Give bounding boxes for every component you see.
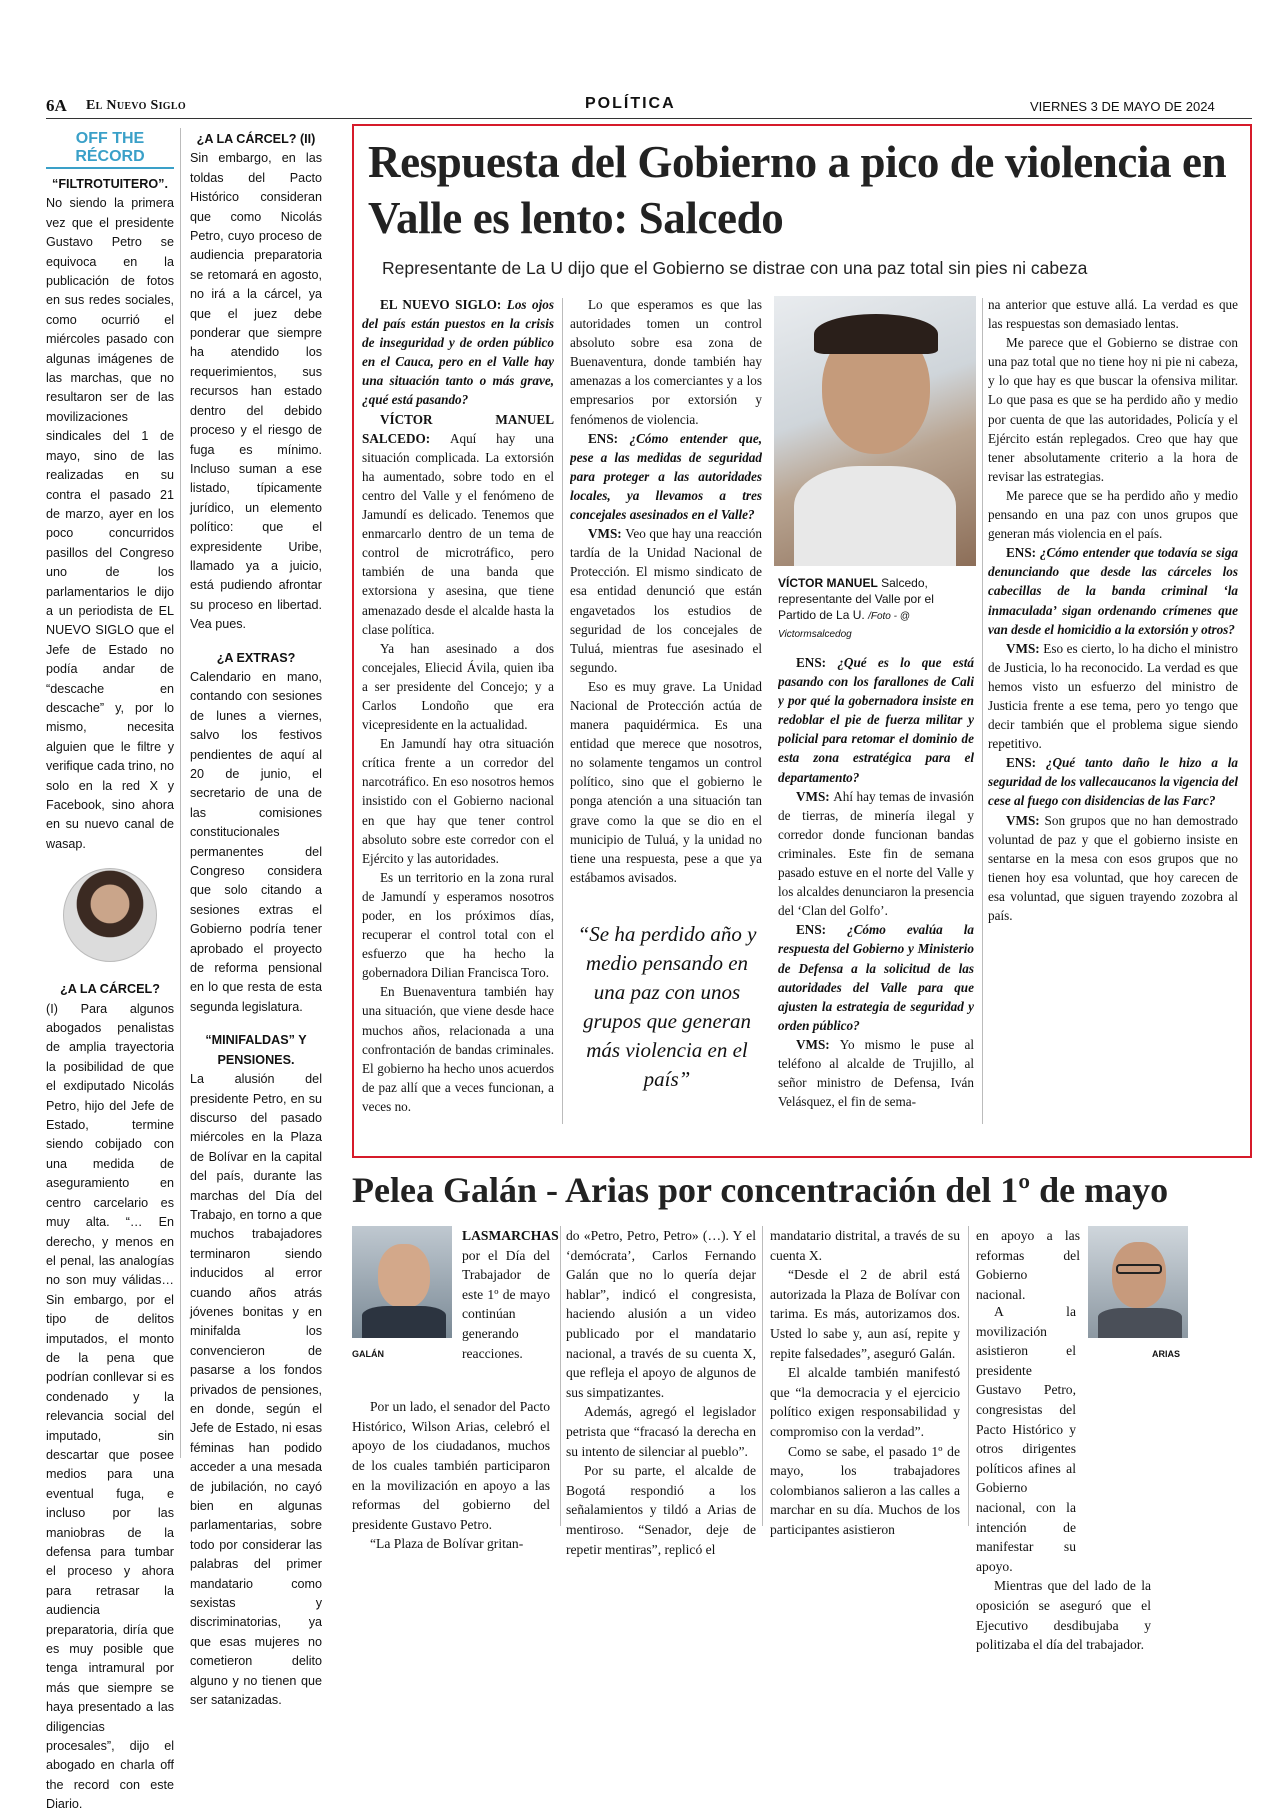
item-a-la-carcel-text: (I) Para algunos abogados penalistas de amplia trayectoria la posibilidad de que el exdiputado Nicolás Petro, hijo del Jefe de Estado, termine siendo cobijado con una medida de aseguramiento en centro carcelario es muy alta. “… En derecho, y menos en el penal, las analogías no son muy válidas… Sin embargo, por el tipo de delitos imputados, el monto de la pena que podrían conllevar si es condenado y la relevancia social del imputado, sin descartar que posee medios para una eventual fuga, e incluso por las maniobras de la defensa para tumbar el proceso y ahora para retrasar la audiencia preparatoria, diría que es muy posible que tenga intramural por más que siempre se haya presentado a las diligencias procesales”, dijo el abogado en charla off the record con este Diario.: [46, 1001, 174, 1812]
article2-title: Pelea Galán - Arias por concentración del 1º de mayo: [352, 1170, 1169, 1210]
article-paragraph: [362, 868, 554, 983]
interview-answer: En Jamundí hay otra situación crítica frente a un corredor del narcotráfico. En eso nosotros hemos insistido con el Gobierno nacional en que hay que tener control absoluto sobre este corredor con el Ejército y las autoridades.: [362, 736, 554, 866]
interview-answer: Veo que hay una reacción tardía de la Unidad Nacional de Protección. El mismo sindicato de esa entidad denunció que están engavetados los estudios de seguridad de los concejales de Tuluá, mientras fue asesinado el segundo.: [570, 526, 762, 675]
article2-text-3b: “Desde el 2 de abril está autorizada la Plaza de Bolívar con tarima. Es más, autorizamos dos. Usted lo sabe y, aun así, repite y repite falsedades”, aseguró Galán.: [770, 1267, 960, 1361]
article2-column-4: [976, 1302, 1176, 1655]
article-paragraph: [988, 486, 1238, 543]
newspaper-logo: El Nuevo Siglo: [86, 98, 186, 113]
article-paragraph: [988, 543, 1238, 638]
item-minifaldas-text: La alusión del presidente Petro, en su discurso del pasado miércoles en la Plaza de Bolívar en la capital del país, durante las marchas del Día del Trabajo, en torno a que muchos trabajadores terminaron siendo inducidos al error cuando años atrás jóvenes bonitas y en minifalda los convencieron de pasarse a los fondos privados de pensiones, en donde, según el Jefe de Estado, ni esas féminas han podido acceder a una mesada de jubilación, no cayó bien en algunas parlamentarias, sobre todo por considerar las palabras del primer mandatario como sexistas y discriminatorias, ya que esas mujeres no cometieron delito alguno y no tienen que ser satanizadas.: [190, 1072, 322, 1708]
interview-answer: Aquí hay una situación complicada. La extorsión ha aumentado, sobre todo en el centro del Valle y el fenómeno de Jamundí es delicado. Tenemos que enmarcarlo dentro de un tema de control de microtráfico, pero también de una banda que extorsiona y asesina, que tiene amenazado desde el alcalde hasta la clase política.: [362, 430, 554, 637]
interview-question: ¿Cómo entender que todavía se siga denunciando que desde las cárceles los cabecillas de la banda criminal ‘la inmaculada’ sigan ordenando crímenes que van desde el homicidio a la extorsión y otros?: [988, 545, 1238, 637]
speaker-label: VMS:: [1006, 640, 1044, 656]
article-paragraph: [988, 639, 1238, 754]
article-paragraph: [362, 982, 554, 1116]
article-paragraph: [570, 295, 762, 429]
kicker-filtrotuitero: “FILTROTUITERO”.: [52, 177, 168, 191]
article2-column-4a: [976, 1226, 1080, 1304]
interview-question: ¿Cómo evalúa la respuesta del Gobierno y Ministerio de Defensa a la solicitud de las autoridades del Valle para que ajusten la estrategia de seguridad y orden público?: [778, 922, 974, 1033]
article-paragraph: [570, 677, 762, 887]
interview-answer: Me parece que el Gobierno se distrae con una paz total que no tiene hoy ni pie ni cabeza, y lo que hay es que buscar la ofensiva militar. Lo que pasa es que se ha perdido año y medio por cuenta de que las autoridades, Policía y el Ejército están replegados. Creo que hay que tener absolutamente criterio a la hora de revisar las estrategias.: [988, 335, 1238, 484]
speaker-label: ENS:: [796, 655, 838, 670]
column-divider: [560, 1226, 561, 1526]
interview-answer: En Buenaventura también hay una situación, que viene desde hace muchos años, relacionada a una confrontación de bandas criminales. El gobierno ha hecho unos acuerdos de paz allí que a veces funcionan, a veces no.: [362, 984, 554, 1114]
speaker-label: ENS:: [1006, 545, 1040, 561]
article2-text-3d: Como se sabe, el pasado 1º de mayo, los trabajadores colombianos salieron a las calles a marchar en su día. Muchos de los participantes asistieron: [770, 1443, 960, 1537]
interview-answer: Eso es muy grave. La Unidad Nacional de Protección actúa de manera paquidérmica. Es una entidad que merece que nosotros, no solamente tengamos un control político, sino que el gobierno le ponga atención a una situación tan grave como la que se dio en el municipio de Tuluá, y la unidad no tiene una respuesta, pese a que ya estábamos avisados.: [570, 678, 762, 885]
arias-caption: ARIAS: [1152, 1349, 1181, 1359]
caption-name: VÍCTOR MANUEL: [778, 576, 878, 590]
interview-answer: Es un territorio en la zona rural de Jamundí y esperamos nosotros poder, en los próximos días, recuperar el control total con el esfuerzo que ha hecho la gobernadora Dilian Francisca Toro.: [362, 869, 554, 981]
off-record-column-a: [46, 128, 174, 1815]
kicker-a-la-carcel: ¿A LA CÁRCEL?: [60, 982, 160, 997]
article-title: Respuesta del Gobierno a pico de violencia en Valle es lento: Salcedo: [368, 137, 1227, 243]
article-column-2: [570, 295, 762, 915]
off-record-column-b: [190, 130, 322, 1711]
column-divider: [982, 298, 983, 1124]
salcedo-photo: [774, 296, 976, 566]
article-paragraph: [988, 295, 1238, 333]
article2-dropcap: LASMARCHAS: [462, 1228, 559, 1243]
article-paragraph: [362, 734, 554, 868]
interview-answer: na anterior que estuve allá. La verdad es que las respuestas son demasiado lentas.: [988, 297, 1238, 332]
speaker-label: ENS:: [588, 430, 630, 446]
speaker-label: VMS:: [1006, 812, 1045, 828]
interview-answer: Son grupos que no han demostrado voluntad de paz y que el gobierno insiste en sentarse en la mesa con esos grupos que no tienen hoy esa voluntad, que hoy carecen de esa voluntad, que siguen trayendo zozobra al país.: [988, 812, 1238, 923]
article-paragraph: [988, 811, 1238, 926]
article-paragraph: [362, 410, 554, 639]
article2-text-1b: Por un lado, el senador del Pacto Histórico, Wilson Arias, celebró el apoyo de los ciudadanos, muchos de los cuales también participaron en la movilización en apoyo a las reformas del gobierno del presidente Gustavo Petro.: [352, 1399, 550, 1532]
page-number: 6A: [46, 96, 67, 115]
article-paragraph: [570, 524, 762, 677]
header-rule: [46, 118, 1252, 119]
speaker-label: VMS:: [796, 1036, 840, 1052]
article-column-3: [778, 653, 974, 1123]
article2-text-2a: do «Petro, Petro, Petro» (…). Y el ‘demócrata’, Carlos Fernando Galán que no lo quería dejar hablar”, indicó el congresista, haciendo alusión a un video publicado por el mandatario nacional, a través de su cuenta X, que refleja el apoyo de algunos de sus simpatizantes.: [566, 1228, 756, 1400]
kicker-a-extras: ¿A EXTRAS?: [216, 650, 296, 665]
interview-answer: Ahí hay temas de invasión de tierras, de minería ilegal y corredor donde funcionan bandas criminales. Este fin de semana pasado estuve en el norte del Valle y los alcaldes denunciaron la presencia del ‘Clan del Golfo’.: [778, 788, 974, 919]
speaker-label: ENS:: [796, 922, 848, 938]
article2-text-4b: A la movilización asistieron el presidente Gustavo Petro, congresistas del Pacto Histórico y otros dirigentes políticos afines al Gobierno nacional, con la intención de manifestar su apoyo.: [976, 1304, 1076, 1574]
article-paragraph: [570, 429, 762, 524]
article2-text-2b: Además, agregó el legislador petrista que “fracasó la derecha en su intento de silenciar al pueblo”.: [566, 1404, 756, 1459]
article-column-4: [988, 295, 1238, 1125]
speaker-label: ENS:: [1006, 755, 1046, 771]
interview-answer: Eso es cierto, lo ha dicho el ministro de Justicia, lo ha reconocido. La verdad es que hemos visto un esfuerzo del ministro de Justicia frente a ese tema, pero yo tengo que decir también que el problema sigue siendo repetitivo.: [988, 640, 1238, 752]
article2-text-1a: por el Día del Trabajador de este 1º de mayo continúan generando reacciones.: [462, 1247, 550, 1361]
galan-caption: GALÁN: [352, 1349, 384, 1359]
pull-quote: “Se ha perdido año y medio pensando en una paz con unos grupos que generan más violencia en el país”: [577, 922, 757, 1091]
column-divider: [562, 298, 563, 1124]
interview-answer: Ya han asesinado a dos concejales, Eliecid Ávila, quien iba a ser presidente del Concejo; y a Carlos Londoño que era vicepresidente en la actualidad.: [362, 640, 554, 733]
article-paragraph: [362, 295, 554, 410]
column-divider: [762, 1226, 763, 1526]
nicolas-petro-photo: [63, 868, 157, 962]
article-paragraph: [362, 639, 554, 734]
column-divider: [968, 1226, 969, 1526]
item-a-la-carcel-ii-text: Sin embargo, en las toldas del Pacto Histórico consideran que como Nicolás Petro, cuyo proceso de audiencia preparatoria se retomará en agosto, no irá a la cárcel, ya que el juez debe ponderar que siempre ha atendido los requerimientos, sus recursos han estado dentro del debido proceso y el riesgo de fuga es mínimo. Incluso suman a ese listado, típicamente jurídico, un elemento político: que el expresidente Uribe, llamado ya a juicio, está pudiendo afrontar su proceso en libertad. Vea pues.: [190, 151, 322, 632]
article-paragraph: [988, 333, 1238, 486]
interview-question: ¿Qué tanto daño le hizo a la seguridad de los vallecaucanos la vigencia del cese al fuego con disidencias de las Farc?: [988, 755, 1238, 809]
article-paragraph: [988, 753, 1238, 810]
section-title: POLÍTICA: [585, 95, 676, 112]
interview-question: ¿Qué es lo que está pasando con los farallones de Cali y por qué la gobernadora insiste en redoblar el pie de fuerza militar y policial para retomar el dominio de esta zona estratégica para el departamento?: [778, 655, 974, 785]
kicker-minifaldas: “MINIFALDAS” Y PENSIONES.: [205, 1033, 307, 1067]
article2-text-4a: en apoyo a las reformas del Gobierno nacional.: [976, 1228, 1080, 1302]
article-paragraph: [778, 653, 974, 787]
interview-answer: Yo mismo le puse al teléfono al alcalde de Trujillo, al señor ministro de Defensa, Iván Velásquez, el fin de sema-: [778, 1036, 974, 1110]
kicker-a-la-carcel-ii: ¿A LA CÁRCEL? (II): [196, 132, 316, 146]
speaker-label: VMS:: [796, 788, 834, 804]
article-paragraph: [778, 787, 974, 921]
column-divider: [180, 128, 181, 1458]
issue-date: VIERNES 3 DE MAYO DE 2024: [1030, 99, 1215, 114]
article-paragraph: [778, 1035, 974, 1111]
interview-question: Los ojos del país están puestos en la crisis de inseguridad y de orden público en el Cauca, pero en el Valle hay una situación tanto o más grave, ¿qué está pasando?: [362, 297, 554, 408]
interview-answer: Me parece que se ha perdido año y medio pensando en una paz con unos grupos que generan más violencia en el país.: [988, 487, 1238, 542]
item-a-extras-text: Calendario en mano, contando con sesiones de lunes a viernes, salvo los festivos pendientes de aquí al 20 de junio, el secretario de una de las comisiones constitucionales permanentes del Congreso considera que solo citando a sesiones extras el Gobierno podría tener aprobado el proyecto de reforma pensional en lo que resta de esta segunda legislatura.: [190, 669, 322, 1014]
article2-text-3a: mandatario distrital, a través de su cuenta X.: [770, 1228, 960, 1263]
interview-answer: Lo que esperamos es que las autoridades tomen un control absoluto sobre esa zona de Buenaventura, donde también hay amenazas a los comerciantes y a los empresarios por extorsión y fenómenos de violencia.: [570, 297, 762, 427]
item-filtrotuitero-text: No siendo la primera vez que el presidente Gustavo Petro se equivoca en la publicación de fotos en sus redes sociales, como ocurrió el miércoles pasado con algunas imágenes de las marchas, que no resultaron ser de las movilizaciones sindicales del 1 de mayo, sino de las realizadas en su contra el pasado 21 de marzo, ayer en los poco concurridos pasillos del Congreso uno de los parlamentarios le dijo a un periodista de EL NUEVO SIGLO que el Jefe de Estado no podía andar de “descache en descache” y, por lo mismo, necesita alguien que le filtre y verifique cada trino, no solo en la red X y Facebook, sino ahora en su nuevo canal de wasap.: [46, 196, 174, 851]
article2-column-3: [770, 1226, 960, 1540]
caption-text: Salcedo, representante del Valle por el Partido de La U.: [778, 576, 934, 622]
article2-text-1c: “La Plaza de Bolívar gritan-: [370, 1536, 524, 1552]
article-column-1: [362, 295, 554, 1125]
speaker-label: VÍCTOR MANUEL SALCEDO:: [362, 411, 554, 446]
speaker-label: VMS:: [588, 526, 626, 542]
article-subtitle: Representante de La U dijo que el Gobierno se distrae con una paz total sin pies ni cabeza: [382, 258, 1088, 278]
photo-credit: /Foto - @ Victormsalcedog: [778, 611, 910, 640]
article2-text-4c: Mientras que del lado de la oposición se aseguró que el Ejecutivo desdibujaba y politizaba el día del trabajador.: [976, 1578, 1151, 1653]
off-record-label: OFF THE RÉCORD: [46, 130, 174, 169]
photo-caption: [778, 575, 974, 643]
article2-column-2: [566, 1226, 756, 1559]
article2-column-1: [352, 1226, 559, 1554]
speaker-label: EL NUEVO SIGLO:: [380, 297, 507, 312]
article2-text-3c: El alcalde también manifestó que “la democracia y el ejercicio político exigen responsabilidad y compromiso con la verdad”.: [770, 1365, 960, 1439]
article2-text-2c: Por su parte, el alcalde de Bogotá respondió a los señalamientos y tildó a Arias de mentiroso. “Senador, deje de repetir mentiras”, replicó el: [566, 1463, 756, 1557]
article-paragraph: [778, 920, 974, 1035]
interview-question: ¿Cómo entender que, pese a las medidas de seguridad para proteger a las autoridades locales, ya llevamos a tres concejales asesinados en el Valle?: [570, 430, 762, 523]
